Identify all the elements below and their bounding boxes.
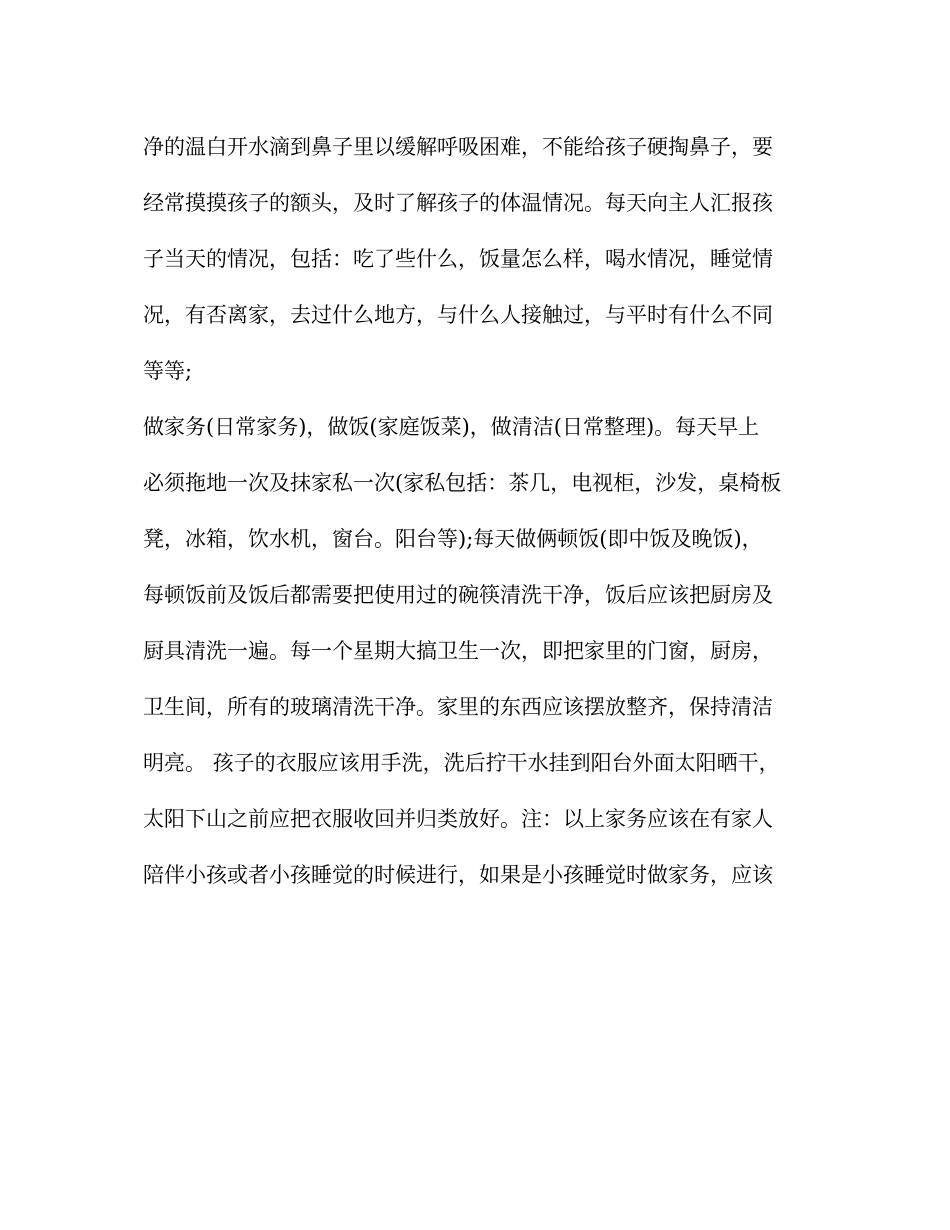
text-line: 陪伴小孩或者小孩睡觉的时候进行，如果是小孩睡觉时做家务，应该	[143, 863, 773, 887]
text-line: 凳，冰箱，饮水机，窗台。阳台等);每天做俩顿饭(即中饭及晚饭)，	[143, 527, 763, 551]
paragraph-housework	[143, 399, 808, 903]
text-line: 况，有否离家，去过什么地方，与什么人接触过，与平时有什么不同	[143, 303, 773, 327]
text-line: 子当天的情况，包括：吃了些什么，饭量怎么样，喝水情况，睡觉情	[143, 247, 773, 271]
text-line: 卫生间，所有的玻璃清洗干净。家里的东西应该摆放整齐，保持清洁	[143, 695, 773, 719]
text-line: 太阳下山之前应把衣服收回并归类放好。注：以上家务应该在有家人	[143, 807, 773, 831]
text-line: 等等;	[143, 359, 193, 383]
text-line: 净的温白开水滴到鼻子里以缓解呼吸困难，不能给孩子硬掏鼻子，要	[143, 135, 773, 159]
paragraph-child-care	[143, 119, 808, 399]
text-line: 每顿饭前及饭后都需要把使用过的碗筷清洗干净，饭后应该把厨房及	[143, 583, 773, 607]
text-line: 明亮。 孩子的衣服应该用手洗，洗后拧干水挂到阳台外面太阳晒干，	[143, 751, 780, 775]
text-line: 厨具清洗一遍。每一个星期大搞卫生一次，即把家里的门窗，厨房，	[143, 639, 773, 663]
text-line: 必须拖地一次及抹家私一次(家私包括：茶几，电视柜，沙发，桌椅板	[143, 471, 782, 495]
text-line: 经常摸摸孩子的额头，及时了解孩子的体温情况。每天向主人汇报孩	[143, 191, 773, 215]
text-line: 做家务(日常家务)，做饭(家庭饭菜)，做清洁(日常整理)。每天早上	[143, 415, 760, 439]
document-body	[143, 119, 808, 903]
